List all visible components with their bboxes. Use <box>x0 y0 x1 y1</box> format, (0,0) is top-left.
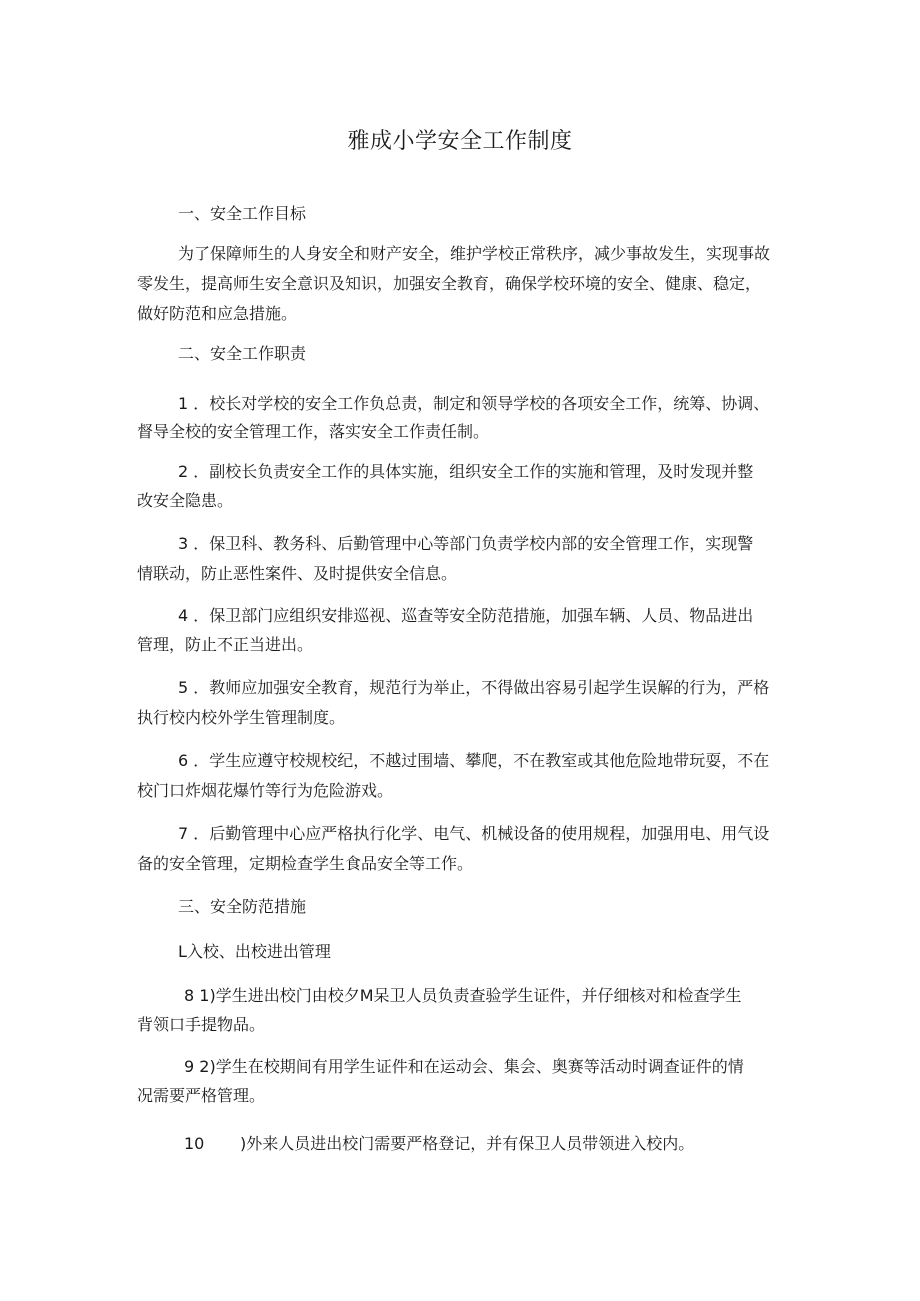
section-3-heading: 三、安全防范措施 <box>178 897 307 916</box>
duty-item-7-text: ．后勤管理中心应严格执行化学、电气、机械设备的使用规程，加强用电、用气设 <box>193 824 770 843</box>
duty-item-1-line-2: 督导全校的安全管理工作，落实安全工作责任制。 <box>137 422 490 441</box>
duty-item-3-line-1 <box>178 533 858 555</box>
duty-item-1-text: ．校长对学校的安全工作负总责，制定和领导学校的各项安全工作，统筹、协调、 <box>193 394 770 413</box>
section-1-para-line-2: 零发生，提高师生安全意识及知识，加强安全教育，确保学校环境的安全、健康、稳定， <box>137 274 762 293</box>
section-1-para-line-1: 为了保障师生的人身安全和财产安全，维护学校正常秩序，减少事故发生，实现事故 <box>178 244 771 263</box>
duty-item-7-number: 7 <box>178 824 189 843</box>
duty-item-4-line-2: 管理，防止不正当进出。 <box>137 635 314 654</box>
duty-item-5-number: 5 <box>178 678 189 697</box>
duty-item-5-line-1 <box>178 677 858 699</box>
duty-item-6-text: ．学生应遵守校规校纪，不越过围墙、攀爬，不在教室或其他危险地带玩耍，不在 <box>193 751 770 770</box>
measure-item-10-number: 10 <box>184 1134 205 1153</box>
duty-item-3-line-2: 情联动，防止恶性案件、及时提供安全信息。 <box>137 564 458 583</box>
duty-item-4-text: ．保卫部门应组织安排巡视、巡查等安全防范措施，加强车辆、人员、物品进出 <box>193 606 754 625</box>
page-title: 雅成小学安全工作制度 <box>347 129 573 154</box>
duty-item-3-number: 3 <box>178 534 189 553</box>
duty-item-2-line-1 <box>178 461 858 483</box>
measure-item-9-text: 2)学生在校期间有用学生证件和在运动会、集会、奥赛等活动时调查证件的情 <box>199 1057 744 1076</box>
duty-item-7-line-2: 备的安全管理，定期检查学生食品安全等工作。 <box>137 854 474 873</box>
duty-item-1-line-1 <box>178 393 858 415</box>
measure-item-8-text: 1)学生进出校门由校夕M呆卫人员负责查验学生证件，并仔细核对和检查学生 <box>199 986 742 1005</box>
duty-item-1-number: 1 <box>178 394 189 413</box>
measure-item-9-number: 9 <box>184 1057 195 1076</box>
duty-item-6-line-1 <box>178 750 858 772</box>
duty-item-7-line-1 <box>178 823 858 845</box>
section-2-heading: 二、安全工作职责 <box>178 344 307 363</box>
section-1-para-line-3: 做好防范和应急措施。 <box>137 304 298 323</box>
section-3-sub-heading: L入校、出校进出管理 <box>178 942 331 961</box>
duty-item-2-text: ．副校长负责安全工作的具体实施，组织安全工作的实施和管理，及时发现并整 <box>193 462 754 481</box>
duty-item-2-number: 2 <box>178 462 189 481</box>
duty-item-5-line-2: 执行校内校外学生管理制度。 <box>137 708 346 727</box>
section-1-heading: 一、安全工作目标 <box>178 204 307 223</box>
measure-item-10-line-1 <box>184 1133 864 1155</box>
duty-item-4-number: 4 <box>178 606 189 625</box>
duty-item-5-text: ．教师应加强安全教育，规范行为举止，不得做出容易引起学生误解的行为，严格 <box>193 678 770 697</box>
measure-item-8-line-1 <box>184 985 864 1007</box>
duty-item-6-number: 6 <box>178 751 189 770</box>
measure-item-8-line-2: 背领口手提物品。 <box>137 1015 266 1034</box>
measure-item-9-line-2: 况需要严格管理。 <box>137 1086 266 1105</box>
measure-item-8-number: 8 <box>184 986 195 1005</box>
duty-item-6-line-2: 校门口炸烟花爆竹等行为危险游戏。 <box>137 781 394 800</box>
measure-item-10-text: )外来人员进出校门需要严格登记，并有保卫人员带领进入校内。 <box>240 1134 695 1153</box>
duty-item-2-line-2: 改安全隐患。 <box>137 491 234 510</box>
duty-item-3-text: ．保卫科、教务科、后勤管理中心等部门负责学校内部的安全管理工作，实现警 <box>193 534 754 553</box>
measure-item-9-line-1 <box>184 1056 864 1078</box>
duty-item-4-line-1 <box>178 605 858 627</box>
